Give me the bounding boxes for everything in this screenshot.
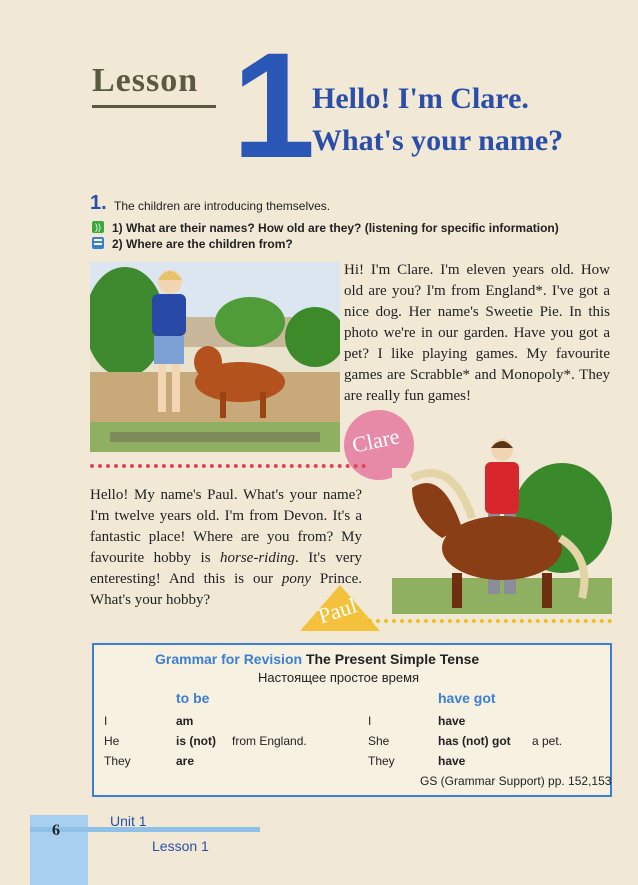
lesson-number: 1 <box>232 21 316 189</box>
grammar-support-reference: GS (Grammar Support) pp. 152,153 <box>420 774 612 788</box>
clare-garden-illustration <box>90 262 340 452</box>
to-be-rest-2: from England. <box>232 734 307 748</box>
lesson-underline <box>92 105 216 108</box>
have-got-subj-3: They <box>368 754 395 768</box>
task-1: 1) What are their names? How old are they? (listening for specific information) <box>112 221 559 235</box>
to-be-subj-2: He <box>104 734 120 748</box>
grammar-heading-black: The Present Simple Tense <box>305 651 480 667</box>
have-got-title: have got <box>438 690 496 706</box>
have-got-subj-2: She <box>368 734 390 748</box>
divider-dots <box>90 464 366 468</box>
to-be-verb-2: is (not) <box>176 734 216 748</box>
grammar-russian: Настоящее простое время <box>258 670 420 685</box>
paul-pony: pony <box>281 571 312 587</box>
paul-label: Paul <box>314 592 360 629</box>
unit-label: Unit 1 <box>110 813 147 829</box>
exercise-intro: The children are introducing themselves. <box>114 199 331 213</box>
to-be-subj-1: I <box>104 714 108 728</box>
have-got-verb-3: have <box>438 754 466 768</box>
have-got-subj-1: I <box>368 714 372 728</box>
reading-icon <box>92 237 104 249</box>
paul-pony-illustration <box>392 438 612 614</box>
clare-label: Clare <box>349 423 402 458</box>
to-be-verb-3: are <box>176 754 195 768</box>
to-be-subj-3: They <box>104 754 131 768</box>
listening-icon: )) <box>92 221 104 233</box>
paul-text-2: . It's very enteresting! And this is our <box>90 550 362 587</box>
grammar-heading-blue: Grammar for Revision <box>155 651 303 667</box>
to-be-verb-1: am <box>176 714 194 728</box>
have-got-verb-1: have <box>438 714 466 728</box>
have-got-verb-2: has (not) got <box>438 734 511 748</box>
lesson-label: Lesson 1 <box>152 838 209 854</box>
grammar-heading <box>155 651 479 667</box>
paul-text-3: Prince. What's your hobby? <box>90 571 362 608</box>
paul-text-1: Hello! My name's Paul. What's your name? I'm twelve years old. I'm from Devon. It's a fantastic place! Where are you from? My favourite hobby is <box>90 487 362 566</box>
page-number: 6 <box>52 822 60 839</box>
have-got-rest-2: a pet. <box>532 734 563 748</box>
lesson-title-line1: Hello! I'm Clare. <box>312 82 529 115</box>
lesson-title-line2: What's your name? <box>312 124 564 157</box>
to-be-title: to be <box>176 690 210 706</box>
task-2: 2) Where are the children from? <box>112 237 293 251</box>
exercise-number: 1. <box>90 192 107 214</box>
clare-text: Hi! I'm Clare. I'm eleven years old. How old are you? I'm from England*. I've got a nice dog. Her name's Sweetie Pie. In this photo we're in our garden. Have you got a pet? I like playing games. My favourite games are Scrabble* and Monopoly*. They are really fun games! <box>344 262 610 404</box>
lesson-word: Lesson <box>92 62 199 99</box>
divider-dots-yellow <box>368 619 612 623</box>
paul-hobby: horse-riding <box>220 550 295 566</box>
